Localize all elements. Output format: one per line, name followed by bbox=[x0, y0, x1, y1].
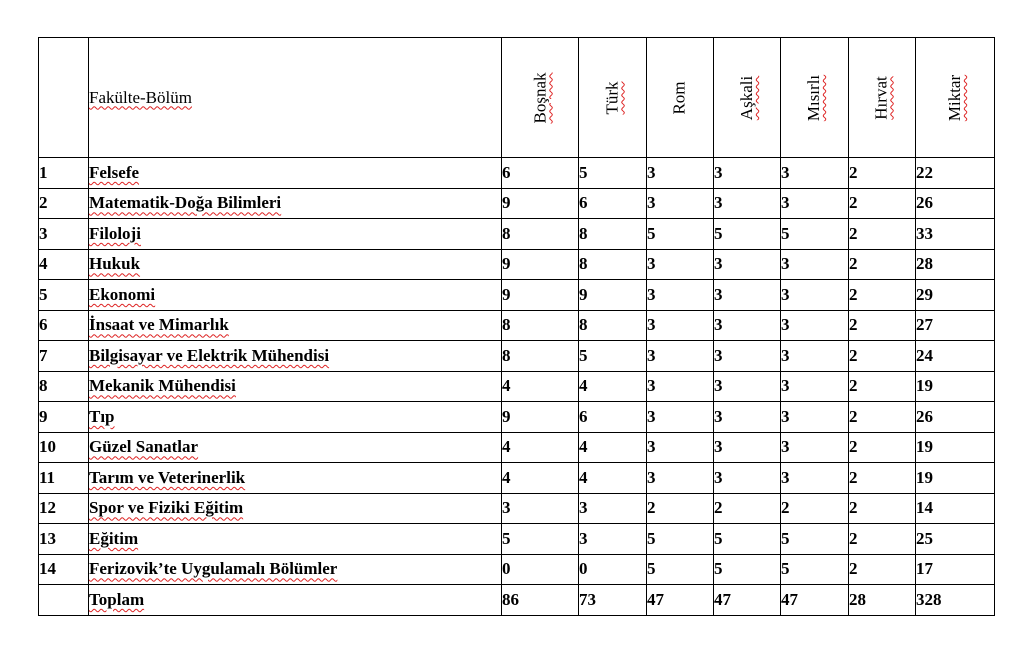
row-number: 5 bbox=[39, 280, 89, 311]
value-cell: 3 bbox=[647, 341, 714, 372]
faculty-name: İnsaat ve Mimarlık bbox=[89, 315, 229, 335]
value-cell: 9 bbox=[502, 249, 579, 280]
value-cell: 3 bbox=[781, 371, 849, 402]
header-row bbox=[39, 38, 995, 158]
table-row bbox=[39, 524, 995, 555]
table-row bbox=[39, 432, 995, 463]
faculty-name-cell bbox=[89, 188, 502, 219]
value-cell: 26 bbox=[916, 402, 995, 433]
value-cell: 5 bbox=[647, 524, 714, 555]
value-cell: 47 bbox=[781, 585, 849, 616]
value-cell: 6 bbox=[579, 188, 647, 219]
table-row bbox=[39, 554, 995, 585]
value-cell: 5 bbox=[579, 158, 647, 189]
value-cell: 3 bbox=[647, 310, 714, 341]
row-number bbox=[39, 585, 89, 616]
value-cell: 33 bbox=[916, 219, 995, 250]
value-cell: 6 bbox=[502, 158, 579, 189]
value-cell: 22 bbox=[916, 158, 995, 189]
value-cell: 9 bbox=[502, 280, 579, 311]
faculty-name: Mekanik Mühendisi bbox=[89, 376, 236, 396]
faculty-name: Bilgisayar ve Elektrik Mühendisi bbox=[89, 345, 330, 365]
value-cell: 73 bbox=[579, 585, 647, 616]
table-row bbox=[39, 158, 995, 189]
value-cell: 25 bbox=[916, 524, 995, 555]
value-cell: 6 bbox=[579, 402, 647, 433]
row-number: 12 bbox=[39, 493, 89, 524]
value-cell: 5 bbox=[781, 219, 849, 250]
value-cell: 3 bbox=[647, 432, 714, 463]
faculty-name-cell bbox=[89, 310, 502, 341]
value-cell: 3 bbox=[714, 432, 781, 463]
value-cell: 24 bbox=[916, 341, 995, 372]
value-cell: 5 bbox=[502, 524, 579, 555]
faculty-name: Matematik-Doğa Bilimleri bbox=[89, 193, 282, 213]
value-cell: 3 bbox=[781, 341, 849, 372]
value-cell: 5 bbox=[579, 341, 647, 372]
row-number: 13 bbox=[39, 524, 89, 555]
faculty-name-cell bbox=[89, 280, 502, 311]
faculty-name-cell bbox=[89, 554, 502, 585]
value-cell: 3 bbox=[781, 158, 849, 189]
value-cell: 4 bbox=[579, 432, 647, 463]
value-cell: 3 bbox=[781, 280, 849, 311]
row-number: 1 bbox=[39, 158, 89, 189]
value-cell: 29 bbox=[916, 280, 995, 311]
value-cell: 8 bbox=[579, 310, 647, 341]
row-number: 14 bbox=[39, 554, 89, 585]
value-cell: 3 bbox=[714, 371, 781, 402]
faculty-name: Toplam bbox=[89, 589, 145, 609]
table-row bbox=[39, 341, 995, 372]
value-cell: 2 bbox=[849, 280, 916, 311]
value-cell: 3 bbox=[781, 463, 849, 494]
value-cell: 3 bbox=[714, 310, 781, 341]
value-cell: 3 bbox=[714, 188, 781, 219]
value-cell: 19 bbox=[916, 371, 995, 402]
table-row bbox=[39, 310, 995, 341]
value-cell: 2 bbox=[849, 554, 916, 585]
value-cell: 2 bbox=[849, 158, 916, 189]
header-rom-label: Rom bbox=[670, 80, 689, 115]
value-cell: 0 bbox=[502, 554, 579, 585]
faculty-name-cell bbox=[89, 219, 502, 250]
header-misirli-label: Mısırlı bbox=[804, 74, 824, 121]
faculty-name-cell bbox=[89, 341, 502, 372]
value-cell: 3 bbox=[781, 402, 849, 433]
row-number: 8 bbox=[39, 371, 89, 402]
value-cell: 5 bbox=[781, 524, 849, 555]
row-number: 2 bbox=[39, 188, 89, 219]
value-cell: 5 bbox=[714, 524, 781, 555]
value-cell: 0 bbox=[579, 554, 647, 585]
value-cell: 2 bbox=[849, 310, 916, 341]
value-cell: 27 bbox=[916, 310, 995, 341]
faculty-name-cell bbox=[89, 158, 502, 189]
table-row bbox=[39, 188, 995, 219]
table-row bbox=[39, 249, 995, 280]
value-cell: 3 bbox=[714, 158, 781, 189]
header-miktar-label: Miktar bbox=[945, 74, 964, 121]
value-cell: 28 bbox=[916, 249, 995, 280]
value-cell: 2 bbox=[849, 188, 916, 219]
value-cell: 9 bbox=[502, 188, 579, 219]
value-cell: 26 bbox=[916, 188, 995, 219]
value-cell: 2 bbox=[714, 493, 781, 524]
total-row bbox=[39, 585, 995, 616]
header-misirli-cell bbox=[781, 38, 849, 158]
faculty-name: Tıp bbox=[89, 406, 115, 426]
value-cell: 8 bbox=[502, 219, 579, 250]
table-row bbox=[39, 402, 995, 433]
value-cell: 4 bbox=[502, 371, 579, 402]
faculty-name: Hukuk bbox=[89, 254, 141, 274]
value-cell: 9 bbox=[502, 402, 579, 433]
faculty-name: Felsefe bbox=[89, 162, 140, 182]
value-cell: 2 bbox=[849, 249, 916, 280]
table-body bbox=[39, 158, 995, 616]
value-cell: 19 bbox=[916, 432, 995, 463]
value-cell: 2 bbox=[849, 219, 916, 250]
faculty-name-cell bbox=[89, 585, 502, 616]
faculty-name: Güzel Sanatlar bbox=[89, 437, 199, 457]
value-cell: 8 bbox=[502, 341, 579, 372]
value-cell: 17 bbox=[916, 554, 995, 585]
value-cell: 3 bbox=[781, 188, 849, 219]
row-number: 3 bbox=[39, 219, 89, 250]
faculty-name-cell bbox=[89, 463, 502, 494]
faculty-name-cell bbox=[89, 432, 502, 463]
value-cell: 2 bbox=[849, 463, 916, 494]
value-cell: 3 bbox=[647, 188, 714, 219]
faculty-name: Filoloji bbox=[89, 223, 141, 243]
value-cell: 8 bbox=[579, 219, 647, 250]
value-cell: 2 bbox=[849, 371, 916, 402]
value-cell: 2 bbox=[849, 493, 916, 524]
value-cell: 2 bbox=[849, 341, 916, 372]
faculty-name-cell bbox=[89, 249, 502, 280]
value-cell: 5 bbox=[647, 554, 714, 585]
value-cell: 4 bbox=[502, 463, 579, 494]
header-bosnak-label: Boşnak bbox=[530, 72, 549, 123]
value-cell: 3 bbox=[714, 402, 781, 433]
row-number: 7 bbox=[39, 341, 89, 372]
value-cell: 3 bbox=[714, 463, 781, 494]
header-turk-label: Türk bbox=[602, 80, 622, 115]
value-cell: 328 bbox=[916, 585, 995, 616]
value-cell: 86 bbox=[502, 585, 579, 616]
header-faculty-cell bbox=[89, 38, 502, 158]
faculty-name: Tarım ve Veterinerlik bbox=[89, 467, 246, 487]
value-cell: 3 bbox=[714, 280, 781, 311]
value-cell: 8 bbox=[579, 249, 647, 280]
value-cell: 3 bbox=[579, 524, 647, 555]
faculty-name: Ekonomi bbox=[89, 284, 156, 304]
faculty-name-cell bbox=[89, 493, 502, 524]
header-rom-cell bbox=[647, 38, 714, 158]
faculty-name: Ferizovik’te Uygulamalı Bölümler bbox=[89, 559, 338, 579]
table-row bbox=[39, 280, 995, 311]
value-cell: 3 bbox=[579, 493, 647, 524]
value-cell: 2 bbox=[849, 524, 916, 555]
value-cell: 3 bbox=[647, 280, 714, 311]
row-number: 10 bbox=[39, 432, 89, 463]
header-hirvat-cell bbox=[849, 38, 916, 158]
header-index-cell bbox=[39, 38, 89, 158]
faculty-name-cell bbox=[89, 524, 502, 555]
value-cell: 2 bbox=[647, 493, 714, 524]
row-number: 4 bbox=[39, 249, 89, 280]
value-cell: 3 bbox=[781, 249, 849, 280]
header-hirvat-label: Hırvat bbox=[872, 75, 891, 120]
value-cell: 3 bbox=[647, 158, 714, 189]
table-row bbox=[39, 493, 995, 524]
value-cell: 3 bbox=[647, 249, 714, 280]
header-faculty-label: Fakülte-Bölüm bbox=[89, 87, 192, 107]
row-number: 11 bbox=[39, 463, 89, 494]
faculty-quota-table bbox=[38, 37, 995, 616]
value-cell: 14 bbox=[916, 493, 995, 524]
value-cell: 19 bbox=[916, 463, 995, 494]
value-cell: 5 bbox=[714, 554, 781, 585]
row-number: 6 bbox=[39, 310, 89, 341]
value-cell: 2 bbox=[849, 402, 916, 433]
table-row bbox=[39, 371, 995, 402]
value-cell: 3 bbox=[781, 310, 849, 341]
value-cell: 8 bbox=[502, 310, 579, 341]
value-cell: 3 bbox=[647, 371, 714, 402]
value-cell: 3 bbox=[502, 493, 579, 524]
value-cell: 4 bbox=[579, 371, 647, 402]
header-turk-cell bbox=[579, 38, 647, 158]
value-cell: 3 bbox=[714, 249, 781, 280]
faculty-name: Eğitim bbox=[89, 528, 139, 548]
value-cell: 2 bbox=[781, 493, 849, 524]
value-cell: 5 bbox=[714, 219, 781, 250]
faculty-name-cell bbox=[89, 371, 502, 402]
table-row bbox=[39, 219, 995, 250]
header-askali-label: Aşkali bbox=[736, 75, 756, 120]
value-cell: 47 bbox=[647, 585, 714, 616]
value-cell: 3 bbox=[647, 463, 714, 494]
header-askali-cell bbox=[714, 38, 781, 158]
value-cell: 28 bbox=[849, 585, 916, 616]
header-miktar-cell bbox=[916, 38, 995, 158]
value-cell: 47 bbox=[714, 585, 781, 616]
faculty-name: Spor ve Fiziki Eğitim bbox=[89, 498, 244, 518]
faculty-name-cell bbox=[89, 402, 502, 433]
value-cell: 5 bbox=[647, 219, 714, 250]
value-cell: 5 bbox=[781, 554, 849, 585]
value-cell: 3 bbox=[714, 341, 781, 372]
header-bosnak-cell bbox=[502, 38, 579, 158]
table-row bbox=[39, 463, 995, 494]
value-cell: 4 bbox=[579, 463, 647, 494]
value-cell: 2 bbox=[849, 432, 916, 463]
value-cell: 3 bbox=[781, 432, 849, 463]
value-cell: 4 bbox=[502, 432, 579, 463]
value-cell: 3 bbox=[647, 402, 714, 433]
row-number: 9 bbox=[39, 402, 89, 433]
value-cell: 9 bbox=[579, 280, 647, 311]
